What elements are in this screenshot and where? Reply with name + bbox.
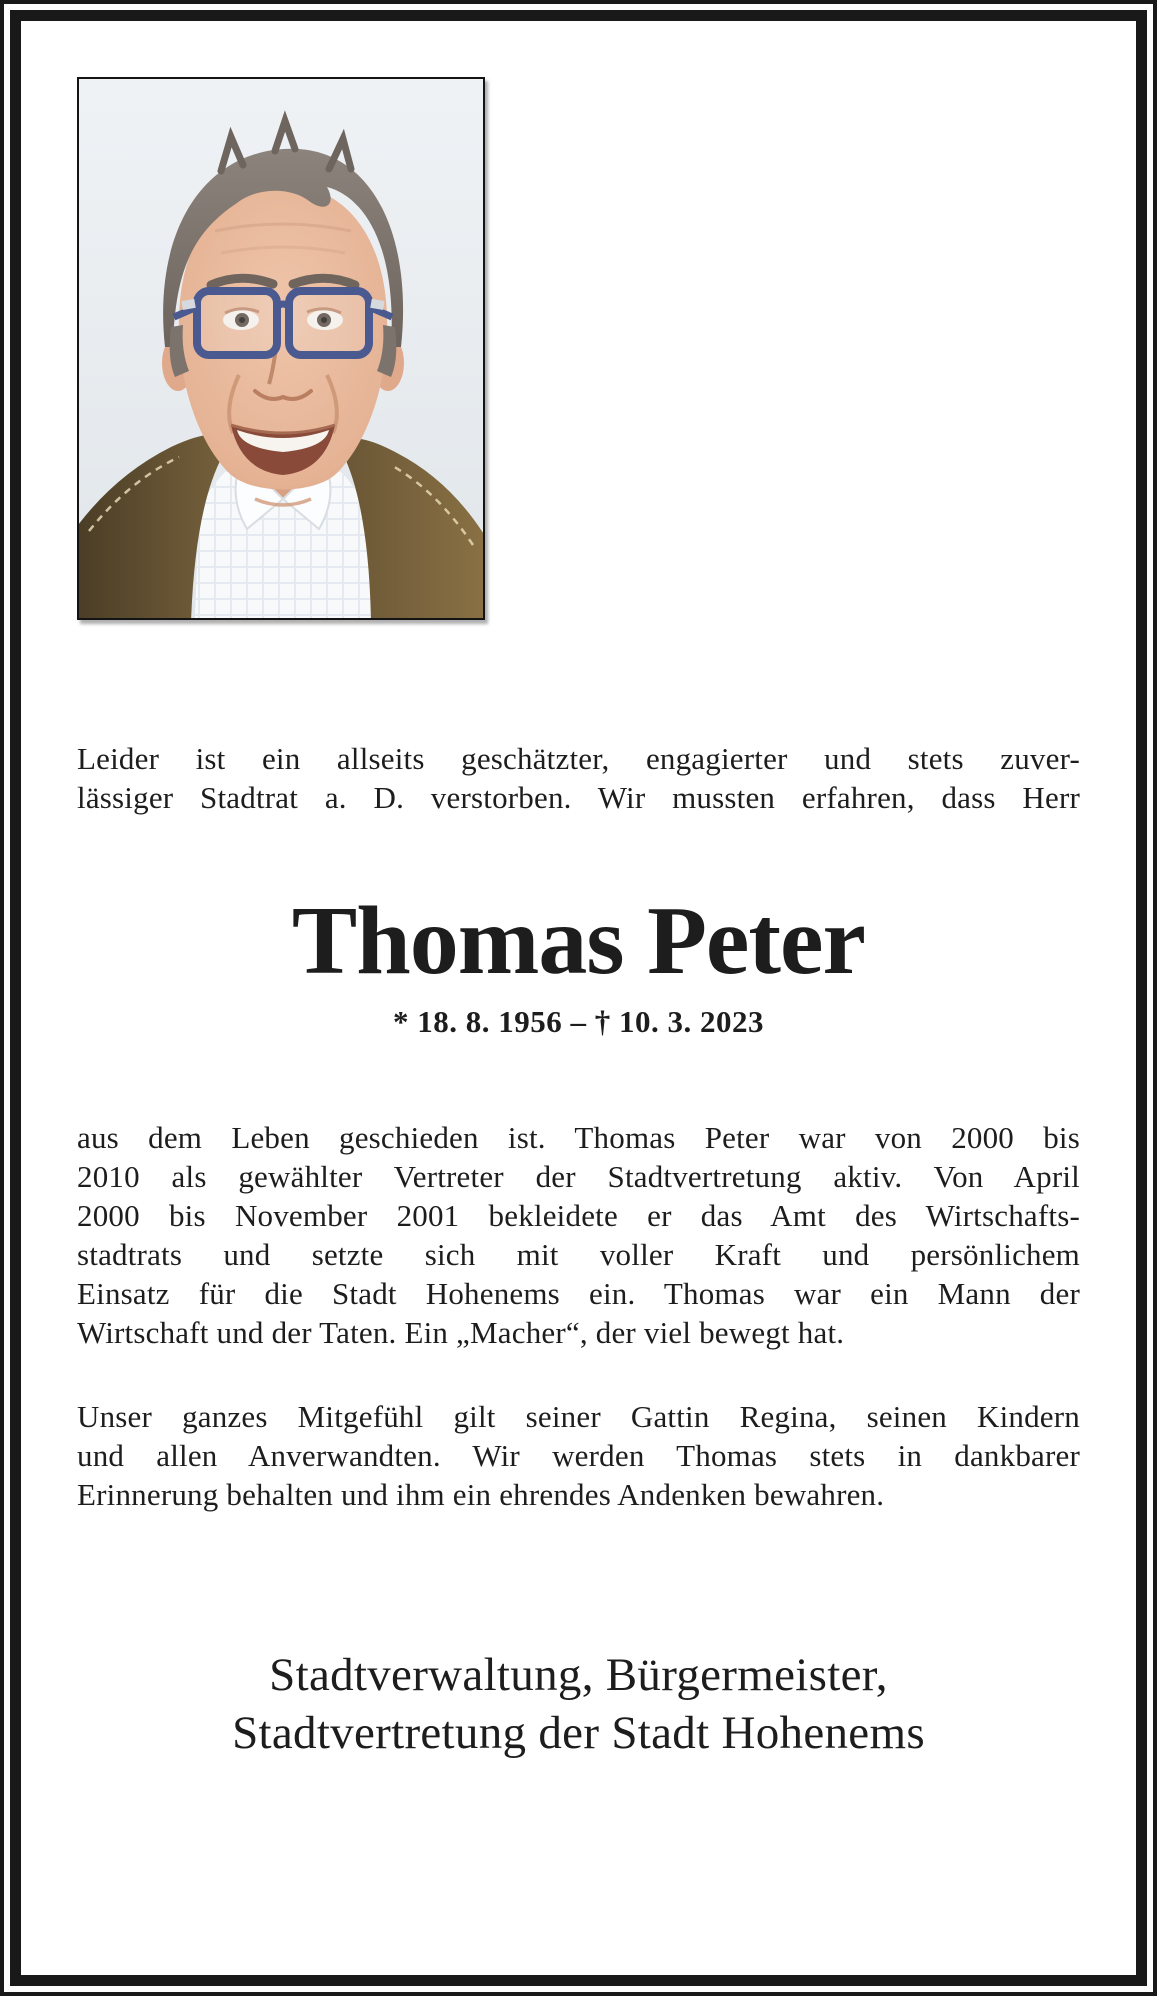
signature-line-2: Stadtvertretung der Stadt Hohenems [232, 1707, 925, 1759]
biography-line-4: stadtrats und setzte sich mit voller Kraft und persönlichem [77, 1237, 1080, 1272]
biography-line-1: aus dem Leben geschieden ist. Thomas Peter war von 2000 bis [77, 1120, 1080, 1155]
intro-line-2: lässiger Stadtrat a. D. verstorben. Wir mussten erfahren, dass Herr [77, 780, 1080, 815]
biography-paragraph [77, 1118, 1080, 1352]
condolence-line-2: und allen Anverwandten. Wir werden Thomas stets in dankbarer [77, 1438, 1080, 1473]
biography-line-2: 2010 als gewählter Vertreter der Stadtvertretung aktiv. Von April [77, 1159, 1080, 1194]
glasses-bridge [277, 304, 289, 307]
condolence-line-3: Erinnerung behalten und ihm ein ehrendes Andenken bewahren. [77, 1477, 885, 1512]
biography-line-5: Einsatz für die Stadt Hohenems ein. Thomas war ein Mann der [77, 1276, 1080, 1311]
intro-line-1: Leider ist ein allseits geschätzter, engagierter und stets zuver- [77, 741, 1080, 776]
glasses-lens-right [289, 291, 369, 355]
portrait-illustration [79, 79, 483, 618]
portrait-photo [77, 77, 485, 620]
biography-line-3: 2000 bis November 2001 bekleidete er das Amt des Wirtschafts- [77, 1198, 1080, 1233]
deceased-name: Thomas Peter [291, 887, 866, 995]
birth-death-dates: * 18. 8. 1956 – † 10. 3. 2023 [393, 1004, 764, 1039]
signature [77, 1646, 1080, 1762]
condolence-paragraph [77, 1397, 1080, 1514]
glasses-lens-left [197, 291, 277, 355]
intro-paragraph [77, 739, 1080, 817]
condolence-line-1: Unser ganzes Mitgefühl gilt seiner Gattin Regina, seinen Kindern [77, 1399, 1080, 1434]
signature-line-1: Stadtverwaltung, Bürgermeister, [269, 1649, 888, 1701]
biography-line-6: Wirtschaft und der Taten. Ein „Macher“, der viel bewegt hat. [77, 1315, 845, 1350]
